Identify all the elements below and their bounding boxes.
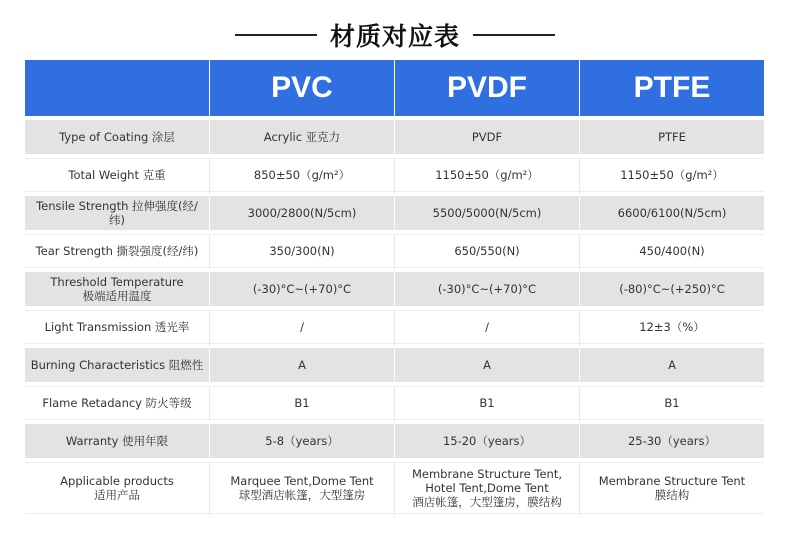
- row-label: Burning Characteristics 阻燃性: [25, 348, 210, 386]
- cell-pvdf: /: [395, 310, 580, 348]
- page-title: 材质对应表: [329, 22, 460, 51]
- row-label: Threshold Temperature 极端适用温度: [25, 272, 210, 310]
- cell-ptfe: (-80)°C~(+250)°C: [580, 272, 764, 310]
- cell-pvc: 5-8（years）: [210, 424, 395, 462]
- header-empty-cell: [25, 60, 210, 120]
- row-label: Tensile Strength 拉伸强度(经/纬): [25, 196, 210, 234]
- table-row: [25, 272, 764, 310]
- row-label: Light Transmission 透光率: [25, 310, 210, 348]
- cell-ptfe: 25-30（years）: [580, 424, 764, 462]
- cell-pvdf: 5500/5000(N/5cm): [395, 196, 580, 234]
- table-row: [25, 348, 764, 386]
- cell-pvc: B1: [210, 386, 395, 424]
- cell-pvdf: B1: [395, 386, 580, 424]
- cell-pvc: /: [210, 310, 395, 348]
- cell-pvdf: Membrane Structure Tent, Hotel Tent,Dome Tent 酒店帐篷，大型篷房，膜结构: [395, 462, 580, 518]
- cell-ptfe: 450/400(N): [580, 234, 764, 272]
- cell-pvdf: A: [395, 348, 580, 386]
- cell-ptfe: 6600/6100(N/5cm): [580, 196, 764, 234]
- title-left-rule: [235, 34, 317, 36]
- cell-ptfe: Membrane Structure Tent 膜结构: [580, 462, 764, 518]
- row-label: Flame Retadancy 防火等级: [25, 386, 210, 424]
- title-right-rule: [473, 34, 555, 36]
- table-row: [25, 462, 764, 518]
- header-ptfe: PTFE: [580, 60, 764, 120]
- cell-pvc: 850±50（g/m²）: [210, 158, 395, 196]
- cell-pvdf: (-30)°C~(+70)°C: [395, 272, 580, 310]
- cell-pvdf: 650/550(N): [395, 234, 580, 272]
- header-pvdf: PVDF: [395, 60, 580, 120]
- cell-ptfe: A: [580, 348, 764, 386]
- cell-pvc: 3000/2800(N/5cm): [210, 196, 395, 234]
- cell-pvc: Marquee Tent,Dome Tent 球型酒店帐篷，大型篷房: [210, 462, 395, 518]
- row-label: Total Weight 克重: [25, 158, 210, 196]
- cell-ptfe: 12±3（%）: [580, 310, 764, 348]
- table-row: [25, 386, 764, 424]
- row-label: Warranty 使用年限: [25, 424, 210, 462]
- table-row: [25, 120, 764, 158]
- material-table: [25, 60, 764, 518]
- cell-pvc: Acrylic 亚克力: [210, 120, 395, 158]
- table-row: [25, 158, 764, 196]
- table-row: [25, 234, 764, 272]
- row-label: Tear Strength 撕裂强度(经/纬): [25, 234, 210, 272]
- cell-pvc: A: [210, 348, 395, 386]
- cell-pvdf: 15-20（years）: [395, 424, 580, 462]
- page-header: [0, 14, 790, 56]
- table-row: [25, 424, 764, 462]
- cell-ptfe: B1: [580, 386, 764, 424]
- table-header-row: [25, 60, 764, 120]
- table-row: [25, 310, 764, 348]
- cell-pvc: (-30)°C~(+70)°C: [210, 272, 395, 310]
- cell-ptfe: 1150±50（g/m²）: [580, 158, 764, 196]
- cell-ptfe: PTFE: [580, 120, 764, 158]
- row-label: Applicable products 适用产品: [25, 462, 210, 518]
- cell-pvc: 350/300(N): [210, 234, 395, 272]
- cell-pvdf: 1150±50（g/m²）: [395, 158, 580, 196]
- cell-pvdf: PVDF: [395, 120, 580, 158]
- table-row: [25, 196, 764, 234]
- row-label: Type of Coating 涂层: [25, 120, 210, 158]
- header-pvc: PVC: [210, 60, 395, 120]
